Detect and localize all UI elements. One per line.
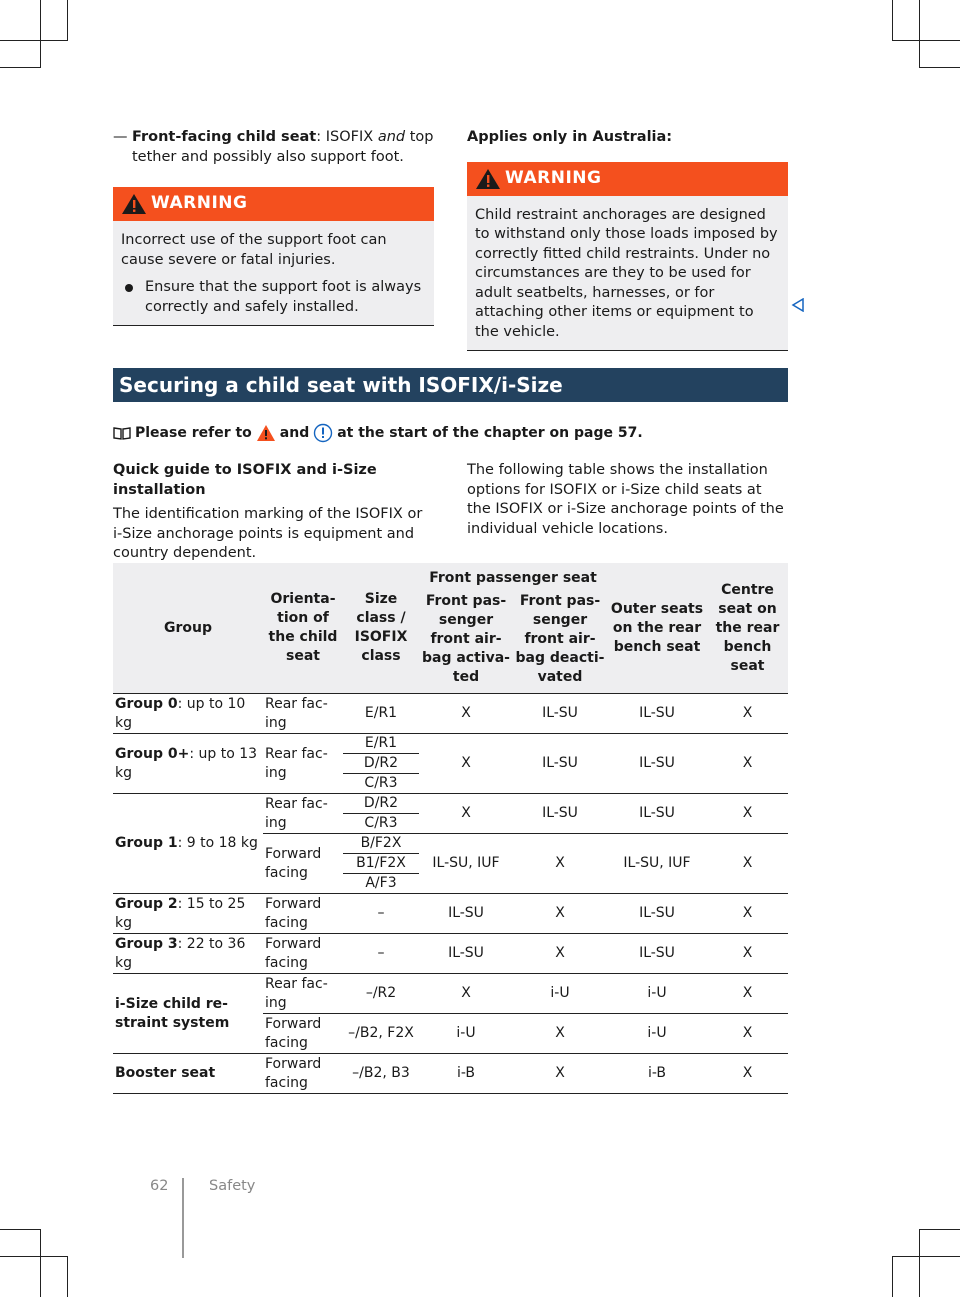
dash-item-text-a: : ISOFIX [316, 129, 378, 145]
page-footer [150, 1178, 168, 1194]
table-row [113, 734, 788, 754]
airbag-off-cell: i-U [513, 974, 607, 1014]
outer-cell: IL-SU [607, 794, 707, 834]
airbag-on-cell: IL-SU, IUF [419, 834, 513, 894]
airbag-on-cell: i-U [419, 1014, 513, 1054]
warning-triangle-icon [256, 424, 276, 442]
centre-cell: X [707, 934, 788, 974]
size-cell: B/F2X [343, 834, 419, 854]
outer-cell: IL-SU [607, 734, 707, 794]
airbag-off-cell: X [513, 1014, 607, 1054]
end-of-section-icon [791, 298, 805, 312]
group-cell [113, 734, 263, 794]
airbag-on-cell: X [419, 974, 513, 1014]
group-range: : up to 10 kg [115, 695, 246, 731]
crop-mark [892, 1256, 960, 1257]
outer-cell: i-B [607, 1054, 707, 1094]
size-cell: E/R1 [343, 734, 419, 754]
dash-item-bold: Front-facing child seat [132, 129, 317, 145]
crop-mark [67, 0, 68, 40]
outer-cell: IL-SU [607, 934, 707, 974]
group-range: : 22 to 36 kg [115, 935, 246, 971]
group-cell [113, 794, 263, 894]
size-cell: – [343, 894, 419, 934]
col-airbag-activated: Front pas-senger front air-bag activa-ted [419, 590, 513, 694]
book-icon [113, 426, 131, 440]
chapter-reference [113, 423, 643, 443]
warning-header [113, 187, 434, 221]
size-cell: –/R2 [343, 974, 419, 1014]
dash-marker: — [113, 129, 128, 145]
airbag-on-cell: IL-SU [419, 894, 513, 934]
orientation-cell: Forward facing [263, 934, 343, 974]
footer-section-label: Safety [209, 1178, 256, 1194]
outer-cell: IL-SU, IUF [607, 834, 707, 894]
airbag-on-cell: X [419, 694, 513, 734]
airbag-on-cell: X [419, 734, 513, 794]
table-row [113, 794, 788, 814]
airbag-off-cell: X [513, 934, 607, 974]
warning-body [113, 221, 434, 326]
quick-guide-heading: Quick guide to ISOFIX and i-Size installation [113, 462, 377, 498]
warning-triangle-icon [121, 193, 147, 215]
col-airbag-deactivated: Front pas-senger front air-bag deacti-vated [513, 590, 607, 694]
crop-mark [0, 1256, 68, 1257]
group-cell [113, 694, 263, 734]
group-range: : 15 to 25 kg [115, 895, 246, 931]
col-front-passenger: Front passenger seat [419, 563, 607, 590]
crop-mark [0, 1229, 40, 1230]
airbag-on-cell: i-B [419, 1054, 513, 1094]
centre-cell: X [707, 694, 788, 734]
centre-cell: X [707, 794, 788, 834]
crop-mark [920, 1229, 960, 1230]
group-name: Group 0 [115, 695, 178, 712]
warning-triangle-icon [475, 168, 501, 190]
group-name: i-Size child re-straint system [113, 974, 263, 1054]
table-row [113, 934, 788, 974]
crop-mark [919, 1229, 920, 1297]
col-group: Group [113, 563, 263, 694]
warning-text: Child restraint anchorages are designed to withstand only those loads imposed by correctly fitted child restraints. Under no circumstances are they to be used for adult seatbelts, harnesses, or for attaching other items or equipment to the vehicle. [475, 206, 778, 340]
group-name: Group 0+ [115, 745, 190, 762]
orientation-cell: Rear fac-ing [263, 694, 343, 734]
col-orientation: Orienta-tion of the child seat [263, 563, 343, 694]
orientation-cell: Forward facing [263, 834, 343, 894]
size-cell: D/R2 [343, 794, 419, 814]
centre-cell: X [707, 1054, 788, 1094]
airbag-on-cell: X [419, 794, 513, 834]
dash-item-text-b: top tether and possibly also support foot. [132, 129, 434, 165]
intro-left-text: The identification marking of the ISOFIX or i-Size anchorage points is equipment and country dependent. [113, 506, 423, 561]
warning-box [113, 187, 434, 326]
warning-box-australia [467, 162, 788, 352]
intro-left [113, 461, 434, 564]
group-range: : 9 to 18 kg [177, 835, 258, 851]
centre-cell: X [707, 894, 788, 934]
orientation-cell: Forward facing [263, 894, 343, 934]
warning-bullet-text: Ensure that the support foot is always correctly and safely installed. [145, 279, 422, 315]
bullet-dot [125, 284, 133, 292]
crop-mark [892, 1256, 893, 1297]
group-name: Group 2 [115, 895, 178, 912]
orientation-cell: Rear fac-ing [263, 794, 343, 834]
ref-text-b: and [279, 425, 310, 441]
dash-list-item [113, 128, 434, 167]
orientation-cell: Forward facing [263, 1054, 343, 1094]
airbag-off-cell: X [513, 834, 607, 894]
crop-mark [919, 0, 920, 68]
col-centre-seat: Centre seat on the rear bench seat [707, 563, 788, 694]
size-cell: –/B2, F2X [343, 1014, 419, 1054]
dash-item-text [132, 128, 434, 167]
footer-section [209, 1178, 255, 1194]
crop-mark [40, 1229, 41, 1297]
group-name: Booster seat [113, 1054, 263, 1094]
group-cell [113, 894, 263, 934]
outer-cell: i-U [607, 974, 707, 1014]
table-row [113, 894, 788, 934]
airbag-off-cell: IL-SU [513, 794, 607, 834]
warning-header [467, 162, 788, 196]
size-cell: D/R2 [343, 754, 419, 774]
crop-mark [0, 67, 40, 68]
warning-title: WARNING [505, 167, 602, 188]
section-title [113, 368, 788, 402]
centre-cell: X [707, 1014, 788, 1054]
footer-divider [182, 1178, 184, 1258]
section-title-text: Securing a child seat with ISOFIX/i-Size [119, 373, 563, 397]
table-row [113, 694, 788, 734]
airbag-off-cell: IL-SU [513, 694, 607, 734]
col-outer-seats: Outer seats on the rear bench seat [607, 563, 707, 694]
intro-right-text: The following table shows the installation options for ISOFIX or i-Size child seats at the ISOFIX or i-Size anchorage points of the individual vehicle locations. [467, 462, 784, 537]
airbag-off-cell: IL-SU [513, 734, 607, 794]
outer-cell: IL-SU [607, 894, 707, 934]
crop-mark [920, 67, 960, 68]
size-cell: –/B2, B3 [343, 1054, 419, 1094]
size-cell: C/R3 [343, 774, 419, 794]
table-header-row [113, 563, 788, 590]
group-range: : up to 13 kg [115, 745, 258, 781]
size-cell: E/R1 [343, 694, 419, 734]
group-name: Group 1 [115, 835, 178, 851]
page-number: 62 [150, 1178, 169, 1194]
crop-mark [67, 1256, 68, 1297]
crop-mark [892, 0, 893, 40]
col-size-class: Size class / ISOFIX class [343, 563, 419, 694]
outer-cell: i-U [607, 1014, 707, 1054]
left-column [113, 128, 434, 326]
ref-text-a: Please refer to [135, 425, 252, 441]
airbag-on-cell: IL-SU [419, 934, 513, 974]
size-cell: B1/F2X [343, 854, 419, 874]
crop-mark [40, 0, 41, 68]
info-note-icon [313, 423, 333, 443]
ref-text-c: at the start of the chapter on page 57. [337, 425, 643, 441]
table-row [113, 1054, 788, 1094]
orientation-cell: Rear fac-ing [263, 734, 343, 794]
dash-item-italic: and [377, 129, 406, 145]
isofix-table [113, 563, 788, 1094]
right-column [467, 128, 788, 351]
centre-cell: X [707, 834, 788, 894]
intro-right [467, 461, 788, 539]
group-name: Group 3 [115, 935, 178, 952]
warning-title: WARNING [151, 193, 248, 214]
orientation-cell: Rear fac-ing [263, 974, 343, 1014]
centre-cell: X [707, 974, 788, 1014]
size-cell: – [343, 934, 419, 974]
airbag-off-cell: X [513, 894, 607, 934]
orientation-cell: Forward facing [263, 1014, 343, 1054]
crop-mark [892, 40, 960, 41]
airbag-off-cell: X [513, 1054, 607, 1094]
australia-heading: Applies only in Australia: [467, 129, 673, 145]
centre-cell: X [707, 734, 788, 794]
crop-mark [0, 40, 68, 41]
size-cell: A/F3 [343, 874, 419, 894]
table-row [113, 974, 788, 1014]
warning-bullet [121, 278, 426, 317]
group-cell [113, 934, 263, 974]
size-cell: C/R3 [343, 814, 419, 834]
outer-cell: IL-SU [607, 694, 707, 734]
warning-text: Incorrect use of the support foot can cause severe or fatal injuries. [121, 232, 387, 268]
warning-body [467, 196, 788, 352]
